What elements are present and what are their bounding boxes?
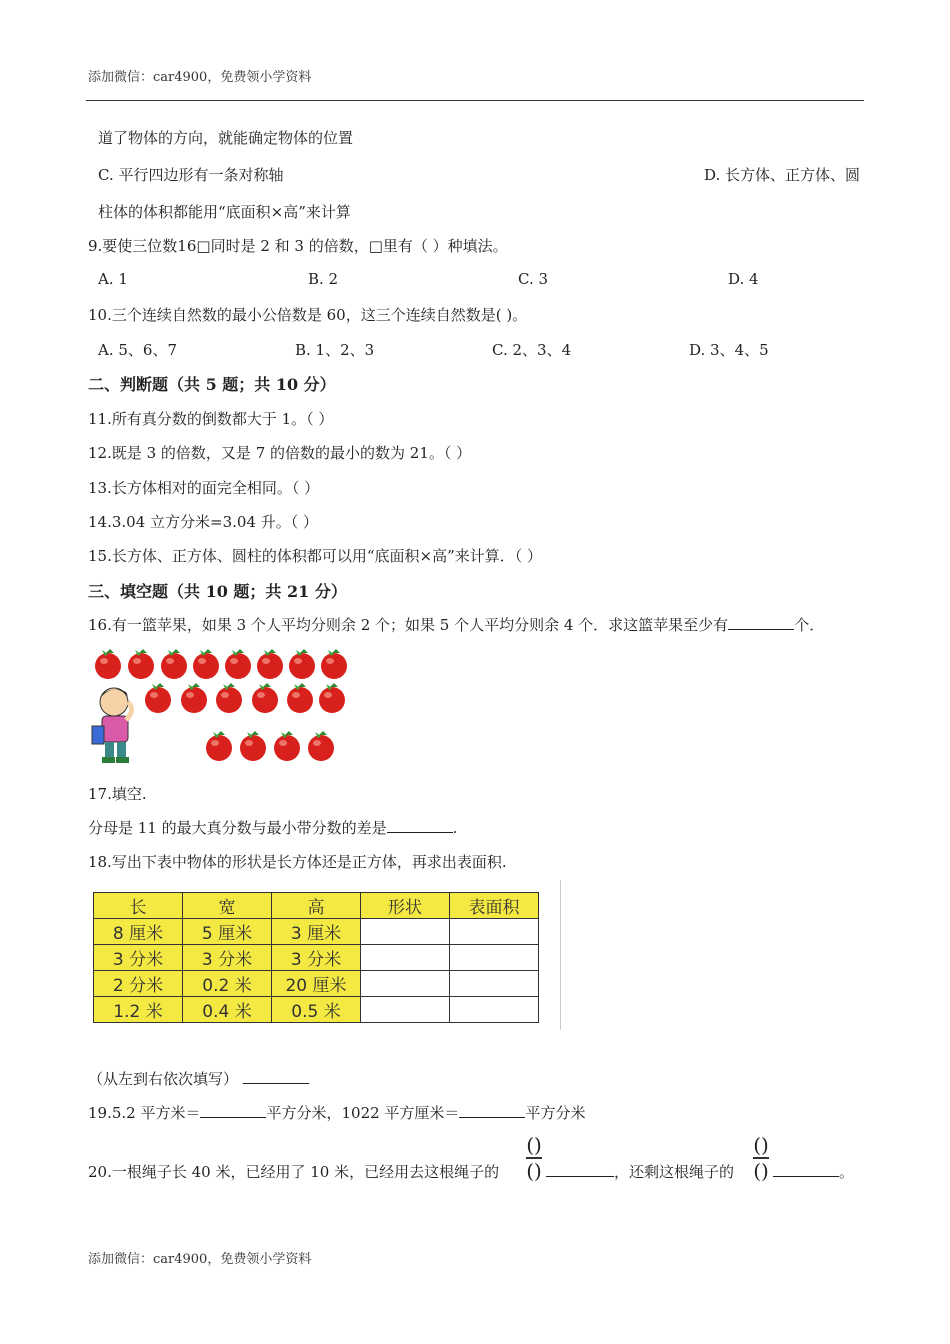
apple-icon: [193, 649, 219, 679]
q20-text-c: 。: [839, 1163, 855, 1181]
table-cell: 0.5 米: [272, 997, 361, 1023]
area-answer-cell[interactable]: [450, 971, 539, 997]
shape-answer-cell[interactable]: [361, 919, 450, 945]
table-cell: 0.4 米: [183, 997, 272, 1023]
q20-fraction-1[interactable]: [526, 1134, 542, 1182]
q17-tail: .: [452, 819, 458, 837]
table-cell: 8 厘米: [94, 919, 183, 945]
apple-icon: [274, 731, 300, 761]
area-answer-cell[interactable]: [450, 997, 539, 1023]
shape-answer-cell[interactable]: [361, 971, 450, 997]
q19-line: [88, 1102, 585, 1123]
fraction-denominator: (): [753, 1159, 769, 1183]
q9-option-d: D. 4: [728, 270, 759, 288]
section-title-fill-in: 三、填空题（共 10 题；共 21 分）: [88, 582, 347, 601]
apple-icon: [181, 683, 207, 713]
table-cell: 3 厘米: [272, 919, 361, 945]
q10-option-b: B. 1、2、3: [295, 341, 375, 359]
table-cell: 1.2 米: [94, 997, 183, 1023]
q16-answer-blank[interactable]: [728, 615, 794, 630]
q16-tail: 个．: [794, 616, 825, 634]
q10-text: 10.三个连续自然数的最小公倍数是 60，这三个连续自然数是( )。: [88, 306, 528, 324]
table-header-cell: 长: [94, 893, 183, 919]
q17-answer-blank[interactable]: [387, 818, 453, 833]
q16-line: [88, 614, 824, 635]
q19-blank-2[interactable]: [459, 1103, 525, 1118]
q9-option-b: B. 2: [308, 270, 339, 288]
q9-option-c: C. 3: [518, 270, 549, 288]
table-header-cell: 宽: [183, 893, 272, 919]
apples-illustration: [86, 644, 356, 769]
apple-icon: [252, 683, 278, 713]
q16-text: 16.有一篮苹果，如果 3 个人平均分则余 2 个；如果 5 个人平均分则余 4 个．求这篮苹果至少有: [88, 616, 729, 634]
apple-icon: [240, 731, 266, 761]
q8-line3: 柱体的体积都能用“底面积×高”来计算: [98, 203, 351, 221]
table-cell: 3 分米: [183, 945, 272, 971]
q8-option-c: C. 平行四边形有一条对称轴: [98, 166, 284, 184]
q20-line-3: [773, 1161, 854, 1182]
section-title-judgement: 二、判断题（共 5 题；共 10 分）: [88, 375, 336, 394]
fraction-denominator: (): [526, 1159, 542, 1183]
apple-icon: [95, 649, 121, 679]
q19-blank-1[interactable]: [200, 1103, 266, 1118]
q8-line1: 道了物体的方向，就能确定物体的位置: [98, 129, 354, 147]
q10-option-c: C. 2、3、4: [492, 341, 572, 359]
q15-text: 15.长方体、正方体、圆柱的体积都可以用“底面积×高”来计算．（ ）: [88, 547, 543, 565]
fraction-numerator: (): [526, 1133, 542, 1157]
table-row: [94, 945, 539, 971]
apple-icon: [308, 731, 334, 761]
shape-surface-area-table: [93, 892, 539, 1023]
apple-icon: [206, 731, 232, 761]
shape-answer-cell[interactable]: [361, 997, 450, 1023]
q20-line-2: [546, 1161, 734, 1182]
table-cell: 20 厘米: [272, 971, 361, 997]
apple-icon: [321, 649, 347, 679]
table-row: [94, 919, 539, 945]
q18-answer-blank[interactable]: [243, 1069, 309, 1084]
q11-text: 11.所有真分数的倒数都大于 1。（ ）: [88, 410, 334, 428]
table-header-cell: 形状: [361, 893, 450, 919]
table-header-row: [94, 893, 539, 919]
q19-part-c: 平方分米: [525, 1104, 586, 1122]
table-cell: 3 分米: [272, 945, 361, 971]
q12-text: 12.既是 3 的倍数，又是 7 的倍数的最小的数为 21。（ ）: [88, 444, 472, 462]
q19-part-a: 19.5.2 平方米＝: [88, 1104, 201, 1122]
table-cell: 3 分米: [94, 945, 183, 971]
q13-text: 13.长方体相对的面完全相同。（ ）: [88, 479, 320, 497]
q20-text-a: 20.一根绳子长 40 米，已经用了 10 米，已经用去这根绳子的: [88, 1163, 500, 1181]
area-answer-cell[interactable]: [450, 919, 539, 945]
table-row: [94, 997, 539, 1023]
apple-icon: [257, 649, 283, 679]
thinking-boy-icon: [92, 688, 132, 763]
q20-blank-1[interactable]: [546, 1162, 614, 1177]
apple-icon: [287, 683, 313, 713]
q17-text: 分母是 11 的最大真分数与最小带分数的差是: [88, 819, 387, 837]
apple-icon: [289, 649, 315, 679]
apple-icon: [161, 649, 187, 679]
apple-icon: [319, 683, 345, 713]
q18-note: （从左到右依次填写）: [88, 1070, 239, 1088]
apple-icon: [145, 683, 171, 713]
table-cell: 0.2 米: [183, 971, 272, 997]
q10-option-a: A. 5、6、7: [98, 341, 177, 359]
shape-answer-cell[interactable]: [361, 945, 450, 971]
q18-note-line: [88, 1068, 309, 1089]
q20-blank-2[interactable]: [773, 1162, 839, 1177]
page-header: 添加微信：car4900，免费领小学资料: [88, 70, 312, 85]
q19-part-b: 平方分米，1022 平方厘米＝: [266, 1104, 460, 1122]
fraction-numerator: (): [753, 1133, 769, 1157]
q18-title: 18.写出下表中物体的形状是长方体还是正方体，再求出表面积.: [88, 853, 507, 871]
q10-option-d: D. 3、4、5: [689, 341, 769, 359]
image-edge: [560, 880, 561, 1030]
q9-option-a: A. 1: [98, 270, 128, 288]
q17-title: 17.填空.: [88, 785, 147, 803]
apple-icon: [128, 649, 154, 679]
apple-icon: [216, 683, 242, 713]
q8-option-d: D. 长方体、正方体、圆: [704, 166, 861, 184]
header-divider: [86, 100, 864, 101]
q20-text-b: ，还剩这根绳子的: [614, 1163, 735, 1181]
table-header-cell: 表面积: [450, 893, 539, 919]
area-answer-cell[interactable]: [450, 945, 539, 971]
table-cell: 5 厘米: [183, 919, 272, 945]
q17-line: [88, 817, 457, 838]
table-header-cell: 高: [272, 893, 361, 919]
apple-icon: [225, 649, 251, 679]
table-cell: 2 分米: [94, 971, 183, 997]
table-row: [94, 971, 539, 997]
q9-text: 9.要使三位数16□同时是 2 和 3 的倍数，□里有（ ）种填法。: [88, 237, 508, 255]
page-footer: 添加微信：car4900，免费领小学资料: [88, 1252, 312, 1267]
q20-fraction-2[interactable]: [753, 1134, 769, 1182]
q14-text: 14.3.04 立方分米=3.04 升。（ ）: [88, 513, 319, 531]
